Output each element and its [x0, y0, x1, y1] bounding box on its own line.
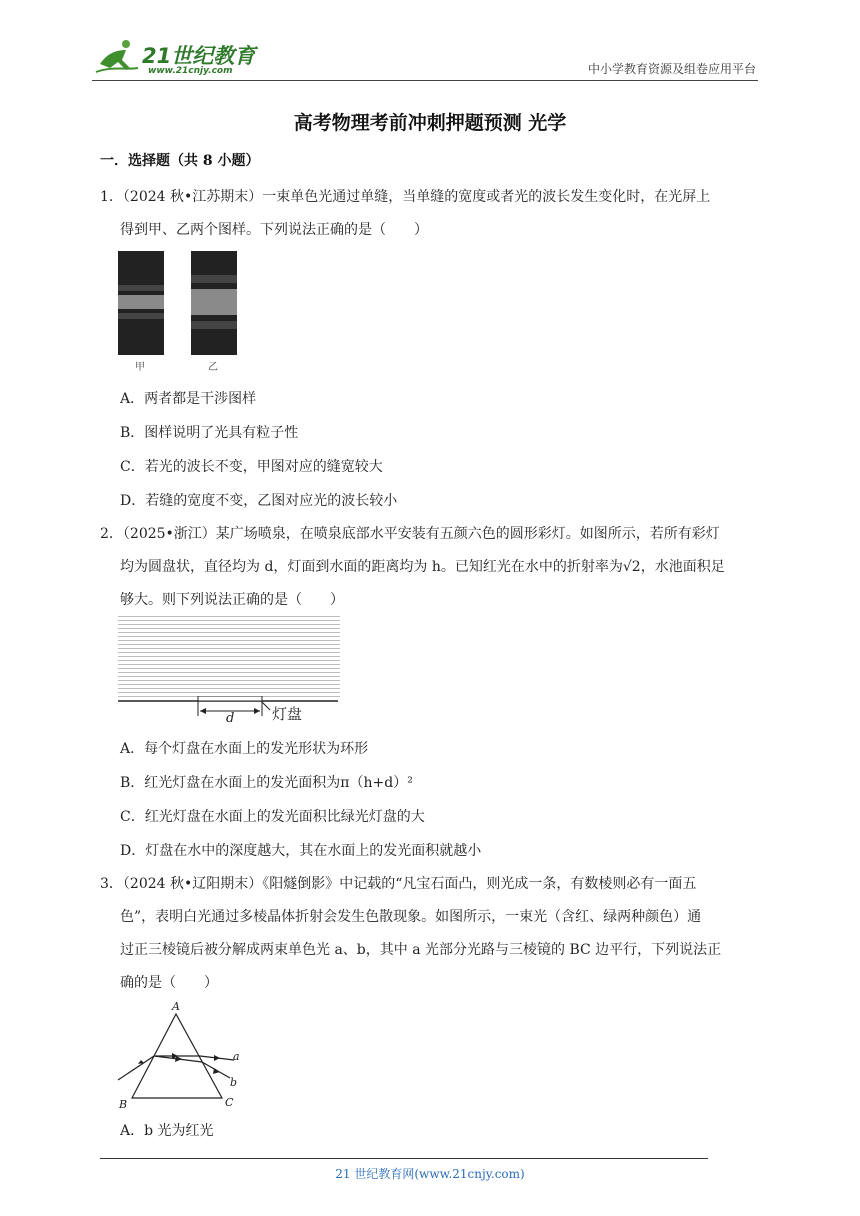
question-3-line-2: 色”，表明白光通过多棱晶体折射会发生色散现象。如图所示，一束光（含红、绿两种颜色）通: [120, 909, 702, 925]
question-1: [100, 181, 710, 247]
prism-label-c-vertex: C: [225, 1096, 234, 1109]
question-2-line-2: 均为圆盘状，直径均为 d，灯面到水面的距离均为 h。已知红光在水中的折射率为√2，水池面积足: [120, 559, 725, 575]
logo-text: 21世纪教育: [142, 44, 256, 68]
header-platform-text: 中小学教育资源及组卷应用平台: [587, 62, 756, 76]
header-divider: [92, 80, 758, 81]
ray-label-b: b: [230, 1076, 238, 1089]
footer-divider: [100, 1158, 708, 1159]
pattern-yi-image: [191, 251, 237, 355]
q2-option-c: C．红光灯盘在水面上的发光面积比绿光灯盘的大: [120, 809, 425, 825]
label-yi: 乙: [208, 362, 218, 373]
question-3: [100, 868, 721, 1000]
label-diameter-d: d: [226, 711, 235, 726]
question-2-line-3: 够大。则下列说法正确的是（ ）: [120, 592, 344, 608]
ray-label-a: a: [233, 1050, 240, 1063]
q1-option-b: B．图样说明了光具有粒子性: [120, 425, 299, 441]
site-logo: [92, 38, 262, 82]
question-3-line-1: 3．（2024 秋•辽阳期末）《阳燧倒影》中记载的“凡宝石面凸，则光成一条，有数棱则必有一面五: [100, 876, 697, 892]
pattern-jia-image: [118, 251, 164, 355]
prism-label-b-vertex: B: [119, 1098, 128, 1111]
q2-option-b: B．红光灯盘在水面上的发光面积为π（h+d）²: [120, 775, 413, 791]
section-heading: 一．选择题（共 8 小题）: [100, 153, 260, 169]
page-title: 高考物理考前冲刺押题预测 光学: [293, 112, 567, 134]
footer-link[interactable]: 21 世纪教育网(www.21cnjy.com): [335, 1167, 525, 1181]
q1-option-d: D．若缝的宽度不变，乙图对应光的波长较小: [120, 493, 398, 509]
q2-option-d: D．灯盘在水中的深度越大，其在水面上的发光面积就越小: [120, 843, 482, 859]
question-1-line-1: 1．（2024 秋•江苏期末）一束单色光通过单缝，当单缝的宽度或者光的波长发生变化时，在光屏上: [100, 189, 711, 205]
question-3-line-4: 确的是（ ）: [120, 975, 218, 991]
water-pool-figure: [118, 616, 340, 700]
prism-label-a-vertex: A: [172, 1000, 180, 1013]
q3-option-a: A．b 光为红光: [120, 1123, 214, 1139]
question-3-line-3: 过正三棱镜后被分解成两束单色光 a、b，其中 a 光部分光路与三棱镜的 BC 边平行，下列说法正: [120, 942, 722, 958]
question-2: [100, 518, 725, 617]
label-lamp-disk: 灯盘: [272, 705, 303, 723]
q1-option-c: C．若光的波长不变，甲图对应的缝宽较大: [120, 459, 383, 475]
q2-option-a: A．每个灯盘在水面上的发光形状为环形: [120, 741, 369, 757]
label-jia: 甲: [135, 362, 145, 373]
logo-url: www.21cnjy.com: [148, 66, 233, 76]
question-2-line-1: 2．（2025•浙江）某广场喷泉，在喷泉底部水平安装有五颜六色的圆形彩灯。如图所示，若所有彩灯: [100, 526, 720, 542]
question-1-line-2: 得到甲、乙两个图样。下列说法正确的是（ ）: [120, 222, 428, 238]
q1-option-a: A．两者都是干涉图样: [120, 391, 257, 407]
